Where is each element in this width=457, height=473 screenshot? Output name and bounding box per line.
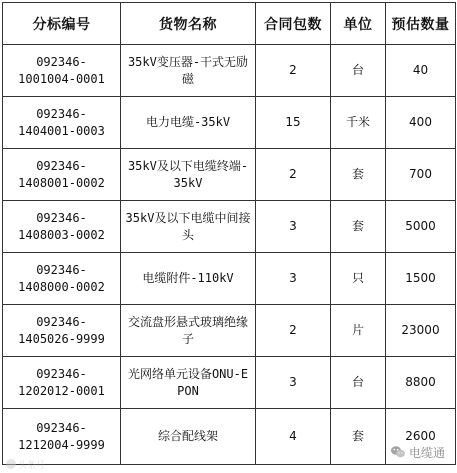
table-row: [3, 253, 456, 305]
subpackage-code-cell: [3, 409, 121, 465]
subpackage-code-cell: [3, 201, 121, 253]
code-suffix: 1202012-0001: [18, 383, 105, 398]
package-count-cell: 3: [256, 201, 331, 253]
unit-cell: 套: [331, 201, 386, 253]
quantity-cell: 700: [386, 149, 456, 201]
package-count-cell: 15: [256, 97, 331, 149]
quantity-cell: 40: [386, 45, 456, 97]
code-prefix: 092346-: [36, 106, 87, 121]
table-row: [3, 305, 456, 357]
goods-name-cell: 光网络单元设备ONU-EPON: [121, 357, 256, 409]
code-suffix: 1404001-0003: [18, 123, 105, 138]
table-row: [3, 357, 456, 409]
goods-name-cell: 35kV变压器-干式无励磁: [121, 45, 256, 97]
goods-name-cell: 35kV及以下电缆终端-35kV: [121, 149, 256, 201]
package-count-cell: 2: [256, 305, 331, 357]
subpackage-code-cell: [3, 305, 121, 357]
table-row: [3, 149, 456, 201]
code-suffix: 1212004-9999: [18, 437, 105, 452]
quantity-cell: 1500: [386, 253, 456, 305]
subpackage-code-cell: [3, 45, 121, 97]
unit-cell: 只: [331, 253, 386, 305]
unit-cell: 套: [331, 149, 386, 201]
subpackage-code-cell: [3, 253, 121, 305]
unit-cell: 片: [331, 305, 386, 357]
header-unit: 单位: [331, 3, 386, 45]
package-count-cell: 3: [256, 357, 331, 409]
goods-name-cell: 综合配线架: [121, 409, 256, 465]
package-count-cell: 3: [256, 253, 331, 305]
code-suffix: 1001004-0001: [18, 71, 105, 86]
table-row: [3, 201, 456, 253]
quantity-cell: 8800: [386, 357, 456, 409]
unit-cell: 套: [331, 409, 386, 465]
goods-name-cell: 电力电缆-35kV: [121, 97, 256, 149]
procurement-table: [2, 2, 456, 465]
table-row: [3, 409, 456, 465]
package-count-cell: 2: [256, 149, 331, 201]
subpackage-code-cell: [3, 97, 121, 149]
code-prefix: 092346-: [36, 210, 87, 225]
unit-cell: 台: [331, 357, 386, 409]
quantity-cell: 2600: [386, 409, 456, 465]
package-count-cell: 4: [256, 409, 331, 465]
code-suffix: 1408001-0002: [18, 175, 105, 190]
quantity-cell: 23000: [386, 305, 456, 357]
subpackage-code-cell: [3, 357, 121, 409]
header-subpackage-code: 分标编号: [3, 3, 121, 45]
goods-name-cell: 交流盘形悬式玻璃绝缘子: [121, 305, 256, 357]
goods-name-cell: 电缆附件-110kV: [121, 253, 256, 305]
header-estimated-quantity: 预估数量: [386, 3, 456, 45]
watermark-text: 电缆通: [409, 445, 446, 460]
unit-cell: 千米: [331, 97, 386, 149]
code-prefix: 092346-: [36, 158, 87, 173]
unit-cell: 台: [331, 45, 386, 97]
code-prefix: 092346-: [36, 366, 87, 381]
code-suffix: 1408000-0002: [18, 279, 105, 294]
code-prefix: 092346-: [36, 314, 87, 329]
header-package-count: 合同包数: [256, 3, 331, 45]
quantity-cell: 400: [386, 97, 456, 149]
code-suffix: 1408003-0002: [18, 227, 105, 242]
code-prefix: 092346-: [36, 420, 87, 435]
code-prefix: 092346-: [36, 54, 87, 69]
code-suffix: 1405026-9999: [18, 331, 105, 346]
table-row: [3, 45, 456, 97]
header-goods-name: 货物名称: [121, 3, 256, 45]
goods-name-cell: 35kV及以下电缆中间接头: [121, 201, 256, 253]
subpackage-code-cell: [3, 149, 121, 201]
quantity-cell: 5000: [386, 201, 456, 253]
table-row: [3, 97, 456, 149]
table-header-row: [3, 3, 456, 45]
package-count-cell: 2: [256, 45, 331, 97]
code-prefix: 092346-: [36, 262, 87, 277]
watermark-source-text: 头条号: [18, 460, 46, 471]
